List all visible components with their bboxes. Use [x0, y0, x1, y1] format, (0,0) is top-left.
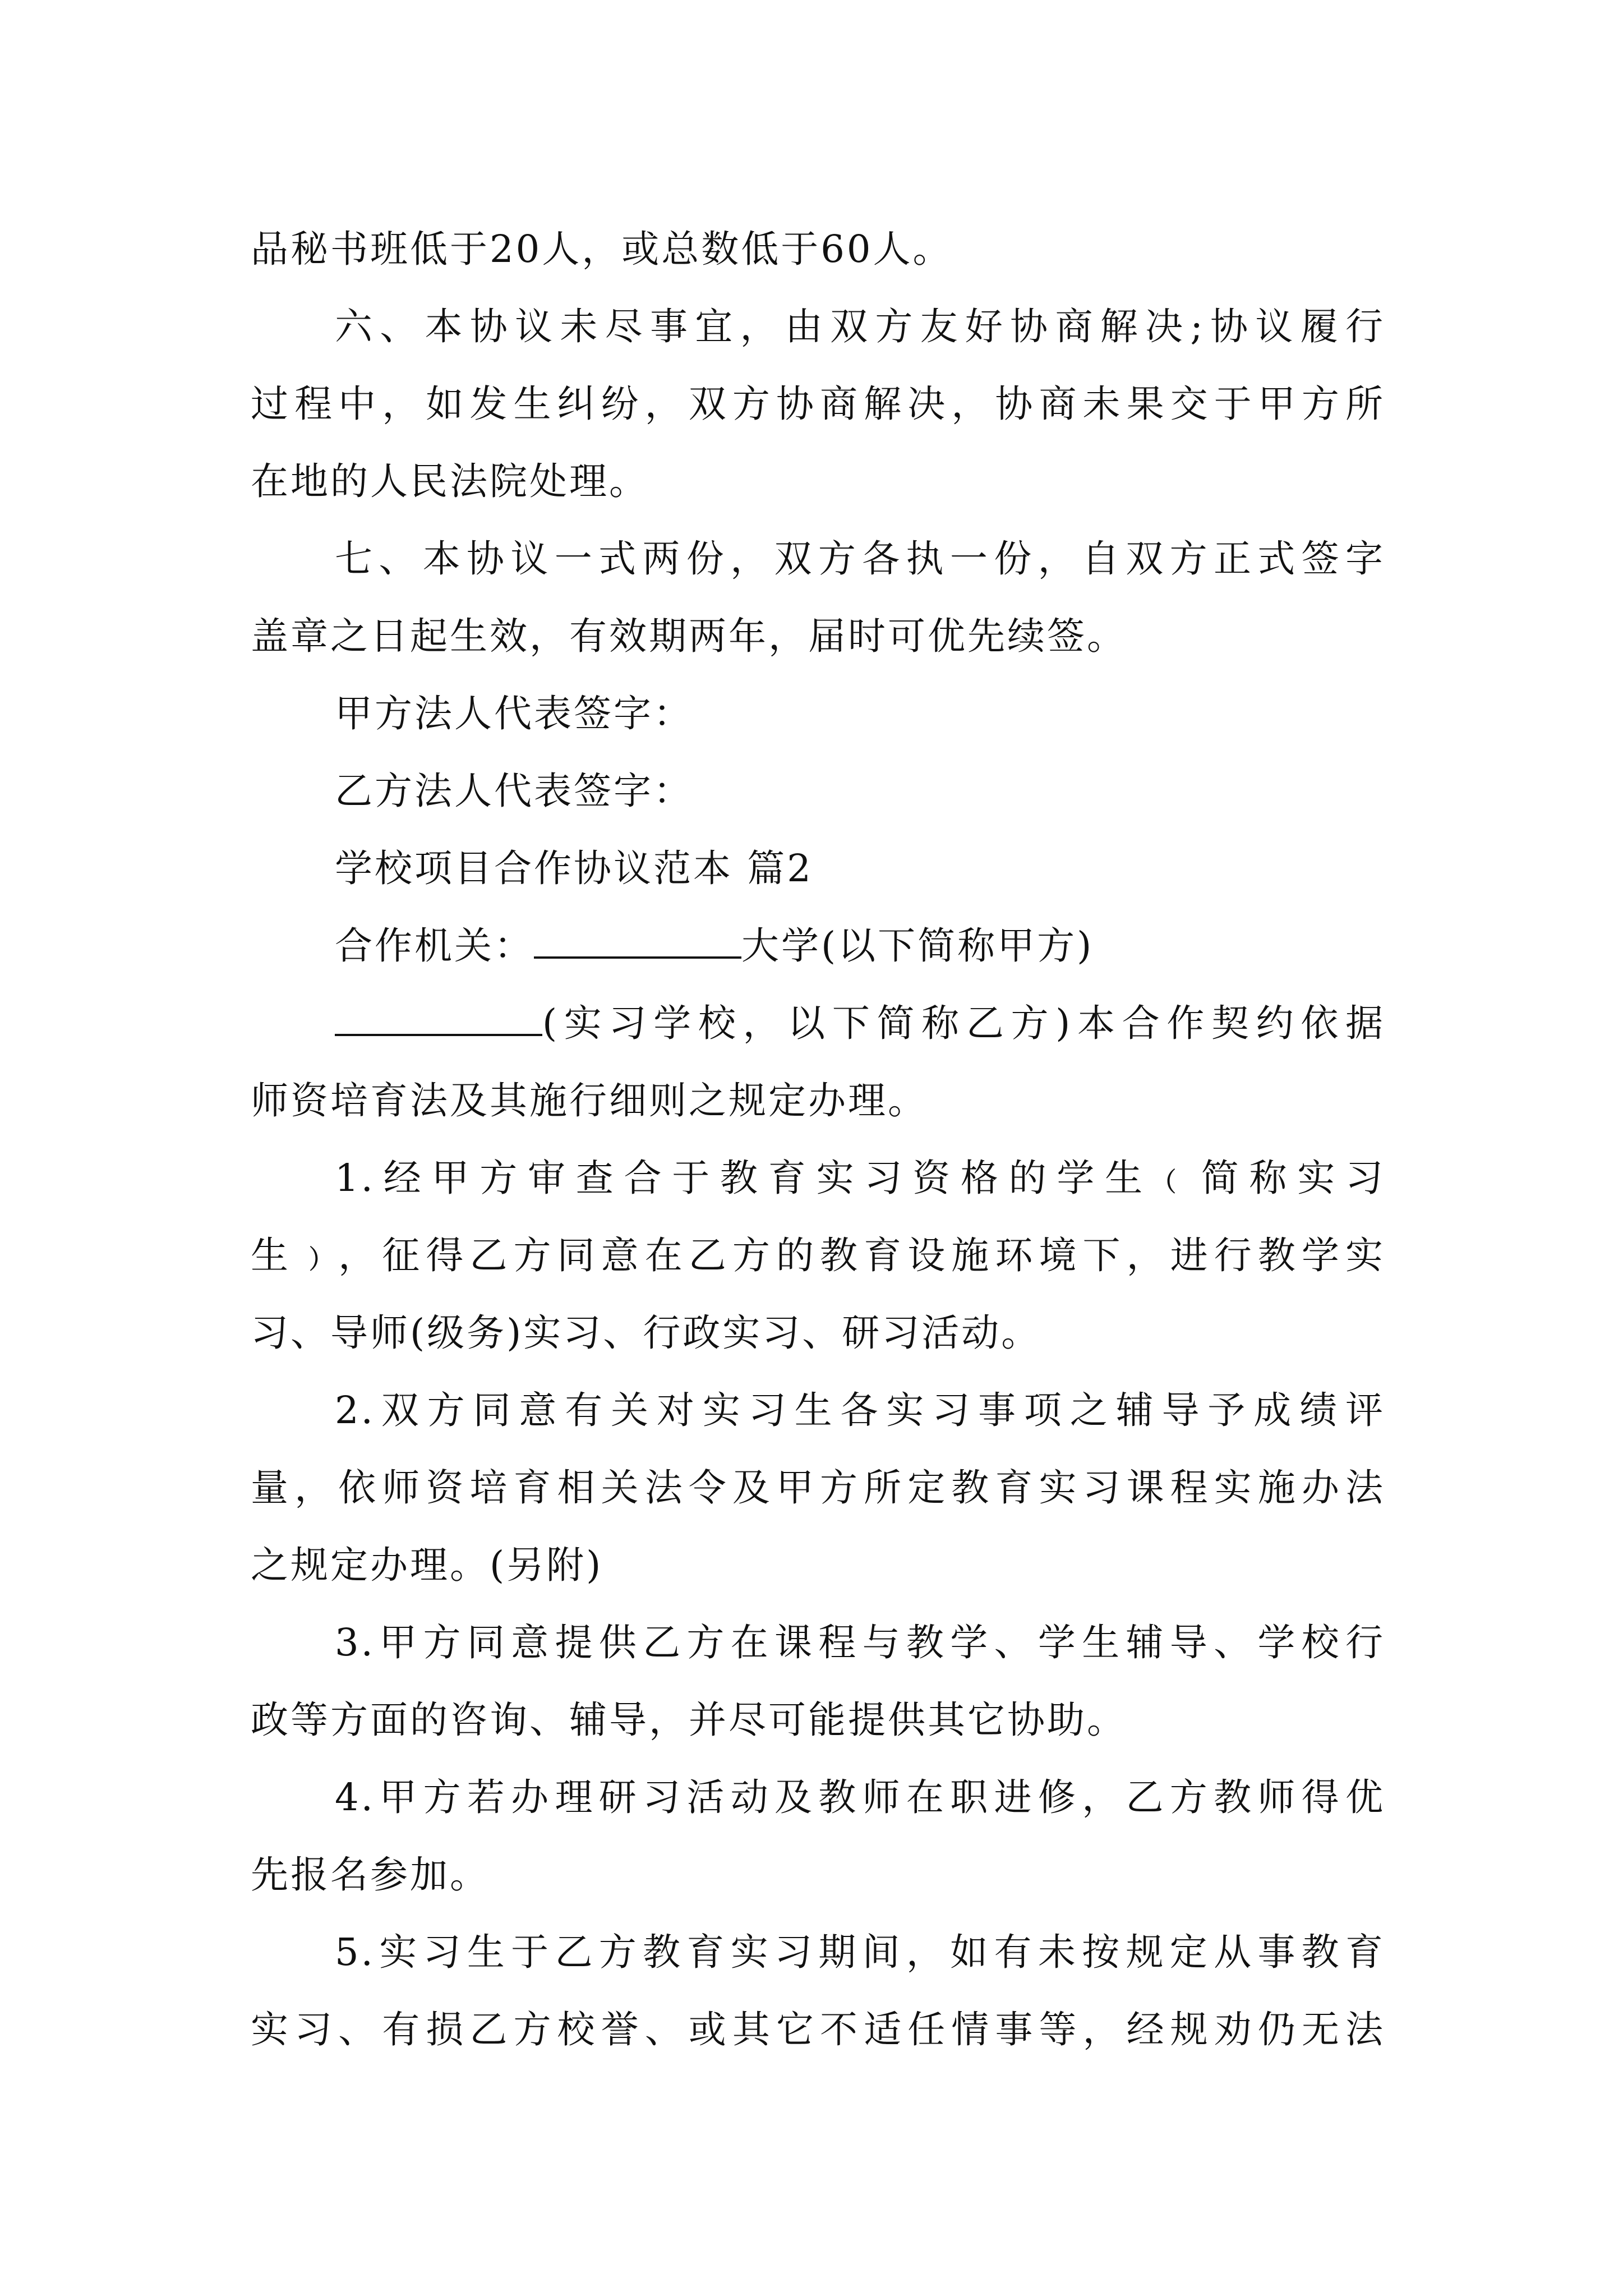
text-line: 过程中，如发生纠纷，双方协商解决，协商未果交于甲方所 — [251, 382, 1385, 426]
text-line: 实习、有损乙方校誉、或其它不适任情事等，经规劝仍无法 — [251, 2008, 1385, 2051]
text-line: 4.甲方若办理研习活动及教师在职进修，乙方教师得优 — [335, 1775, 1385, 1819]
document-body — [251, 210, 1385, 2068]
party-prefix: 合作机关： — [335, 924, 534, 968]
text-line: 先报名参加。 — [251, 1853, 490, 1897]
paragraph-clause-six — [251, 288, 1385, 520]
text-line: 之规定办理。(另附) — [251, 1543, 603, 1587]
party-suffix: 大学(以下简称甲方) — [741, 924, 1094, 968]
blank-university-name — [534, 917, 741, 959]
blank-school-name — [335, 995, 542, 1036]
text-line: 5.实习生于乙方教育实习期间，如有未按规定从事教育 — [335, 1930, 1385, 1974]
text-line: 量，依师资培育相关法令及甲方所定教育实习课程实施办法 — [251, 1466, 1385, 1510]
clause-3 — [251, 1604, 1385, 1759]
clause-2 — [251, 1372, 1385, 1604]
text-line: 师资培育法及其施行细则之规定办理。 — [251, 1079, 928, 1122]
text-line: 乙方法人代表签字： — [335, 769, 693, 813]
text-line: 甲方法人代表签字： — [335, 692, 693, 735]
party-line — [251, 907, 1385, 984]
school-suffix: (实习学校，以下简称乙方)本合作契约依据 — [542, 1001, 1385, 1045]
paragraph-clause-seven — [251, 520, 1385, 675]
clause-4 — [251, 1759, 1385, 1913]
text-line: 六、本协议未尽事宜，由双方友好协商解决;协议履行 — [335, 305, 1385, 348]
text-line: 政等方面的咨询、辅导，并尽可能提供其它协助。 — [251, 1698, 1127, 1742]
text-line: 习、导师(级务)实习、行政实习、研习活动。 — [251, 1311, 1041, 1355]
clause-5 — [251, 1913, 1385, 2068]
text-line: 在地的人民法院处理。 — [251, 459, 649, 503]
text-line: 盖章之日起生效，有效期两年，届时可优先续签。 — [251, 614, 1127, 658]
clause-1 — [251, 1139, 1385, 1372]
text-line: 生﹚，征得乙方同意在乙方的教育设施环境下，进行教学实 — [251, 1234, 1385, 1277]
text-line: 七、本协议一式两份，双方各执一份，自双方正式签字 — [335, 537, 1385, 581]
school-line — [251, 984, 1385, 1139]
paragraph — [251, 210, 1385, 288]
signature-party-b — [251, 752, 1385, 830]
text-line: 3.甲方同意提供乙方在课程与教学、学生辅导、学校行 — [335, 1621, 1385, 1664]
signature-party-a — [251, 675, 1385, 752]
text-line: 学校项目合作协议范本 篇2 — [335, 846, 813, 890]
section-heading — [251, 830, 1385, 907]
text-line — [251, 984, 1385, 1062]
text-line: 1.经甲方审查合于教育实习资格的学生﹙简称实习 — [335, 1156, 1385, 1200]
text-line: 2.双方同意有关对实习生各实习事项之辅导予成绩评 — [335, 1388, 1385, 1432]
text-line — [251, 907, 1385, 984]
text-line: 品秘书班低于20人，或总数低于60人。 — [251, 227, 953, 271]
